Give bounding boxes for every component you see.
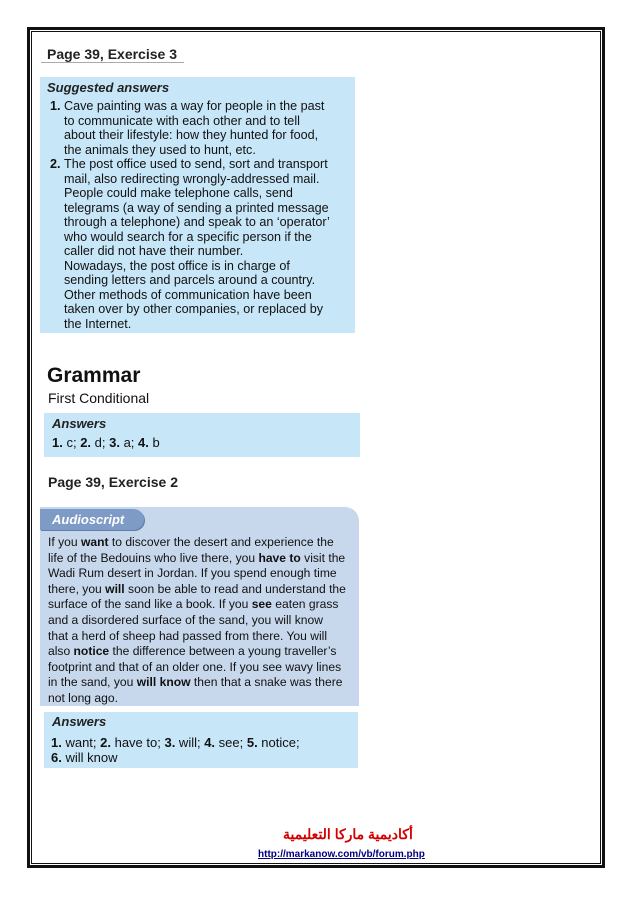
heading-rule: [41, 62, 184, 63]
audioscript-line: [48, 566, 358, 582]
audioscript-segment: If you: [48, 535, 81, 549]
grammar-answers-line: [52, 435, 160, 450]
audioscript-segment: to discover the desert and experience the: [108, 535, 334, 549]
answer-line: who would search for a specific person if the: [64, 229, 312, 244]
audioscript-segment: surface of the sand like a book. If you: [48, 597, 252, 612]
audioscript-keyword: see: [251, 597, 272, 612]
answer-number: 5.: [246, 735, 258, 750]
audioscript-keyword: have to: [258, 550, 301, 565]
audioscript-line: [48, 597, 358, 613]
audioscript-segment: Wadi Rum desert in Jordan. If you spend enough time: [48, 566, 337, 581]
answer-number: 4.: [204, 735, 216, 750]
audioscript-line: [48, 691, 358, 707]
grammar-answers-title: Answers: [52, 416, 107, 431]
suggested-answers-list: [50, 99, 350, 331]
audioscript-text: [48, 535, 358, 707]
answer-number: 1.: [52, 435, 63, 450]
answer-line: mail, also redirecting wrongly-addressed mail.: [64, 171, 320, 186]
audioscript-line: [48, 675, 358, 691]
answer-item: [50, 157, 350, 331]
audioscript-segment: and a disordered surface of the sand, you will know: [48, 612, 323, 627]
audioscript-line: [48, 613, 358, 629]
suggested-answers-box: [40, 77, 355, 333]
answer-number: 1.: [51, 735, 62, 750]
answer-line: telegrams (a way of sending a printed message: [64, 200, 329, 215]
answer-number: 1.: [50, 99, 61, 113]
answer-item: [50, 99, 350, 157]
audioscript-line: [48, 629, 358, 645]
suggested-answers-title: Suggested answers: [47, 80, 170, 95]
answer-number: 2.: [100, 735, 111, 750]
audioscript-segment: visit the: [300, 550, 346, 565]
answer-line: People could make telephone calls, send: [64, 186, 293, 200]
audioscript-keyword: want: [80, 535, 109, 549]
answer-number: 2.: [80, 435, 92, 450]
answer-text: [64, 157, 350, 331]
answer-value: have to;: [110, 735, 165, 750]
grammar-subtitle: First Conditional: [48, 390, 150, 406]
answer-value: will;: [175, 735, 205, 750]
audioscript-segment: not long ago.: [48, 690, 118, 705]
audioscript-keyword: will: [105, 581, 125, 596]
grammar-title: Grammar: [47, 364, 141, 387]
answer-line: through a telephone) and speak to an ‘operator’: [64, 215, 330, 229]
audioscript-line: [48, 535, 358, 551]
answer-line: Other methods of communication have been: [64, 287, 312, 302]
exercise2-heading: Page 39, Exercise 2: [48, 474, 178, 490]
audioscript-segment: in the sand, you: [48, 675, 137, 690]
answer-value: want;: [61, 735, 101, 750]
answer-text: [64, 99, 350, 157]
audioscript-segment: then that a snake was there: [190, 675, 343, 690]
answer-value: c;: [62, 435, 81, 450]
answer-line: sending letters and parcels around a country.: [64, 273, 316, 287]
answer-number: 3.: [109, 435, 120, 450]
audioscript-line: [48, 582, 358, 598]
answer-line: to communicate with each other and to tell: [64, 113, 300, 128]
answer-value: b: [148, 435, 160, 450]
audioscript-segment: footprint and that of an older one. If you see wavy lines: [48, 659, 342, 674]
audioscript-segment: the difference between a young traveller’s: [109, 644, 337, 659]
audioscript-keyword: will know: [136, 675, 191, 690]
footer-arabic-title: أكاديمية ماركا التعليمية: [283, 826, 413, 842]
answer-line: the animals they used to hunt, etc.: [64, 142, 256, 157]
audioscript-line: [48, 660, 358, 676]
answer-value: d;: [91, 435, 110, 450]
answer-value: notice;: [257, 735, 300, 750]
audioscript-segment: also: [48, 644, 74, 659]
audioscript-segment: soon be able to read and understand the: [124, 581, 346, 596]
answer-value: see;: [215, 735, 247, 750]
answer-number: 6.: [51, 750, 62, 765]
answer-line: Cave painting was a way for people in the past: [64, 99, 325, 113]
answer-value: a;: [119, 435, 139, 450]
answer-line: the Internet.: [64, 316, 132, 331]
exercise3-heading: Page 39, Exercise 3: [47, 46, 177, 62]
answer-value: will know: [61, 750, 118, 765]
answer-line: The post office used to send, sort and transport: [64, 157, 328, 171]
audioscript-segment: life of the Bedouins who live there, you: [48, 550, 259, 565]
answer-number: 3.: [164, 735, 176, 750]
answer-number: 2.: [50, 157, 61, 171]
grammar-answers-box: [44, 413, 360, 457]
audioscript-line: [48, 551, 358, 567]
exercise2-answers-box: [44, 712, 358, 768]
footer-link[interactable]: http://markanow.com/vb/forum.php: [258, 849, 425, 860]
audioscript-segment: there, you: [48, 581, 106, 596]
exercise2-answers-line-2: [51, 750, 117, 765]
answer-line: about their lifestyle: how they hunted for food,: [64, 128, 319, 142]
exercise2-answers-line-1: [51, 735, 300, 750]
audioscript-line: [48, 644, 358, 660]
audioscript-segment: eaten grass: [271, 597, 339, 612]
answer-number: 4.: [138, 435, 149, 450]
audioscript-tab: Audioscript: [40, 509, 144, 530]
answer-line: taken over by other companies, or replaced by: [64, 302, 324, 316]
audioscript-segment: that a herd of sheep had passed from there. You will: [48, 628, 328, 643]
answer-line: caller did not have their number.: [64, 244, 244, 258]
exercise2-answers-title: Answers: [52, 714, 107, 729]
audioscript-keyword: notice: [73, 644, 110, 659]
answer-line: Nowadays, the post office is in charge of: [64, 258, 290, 273]
